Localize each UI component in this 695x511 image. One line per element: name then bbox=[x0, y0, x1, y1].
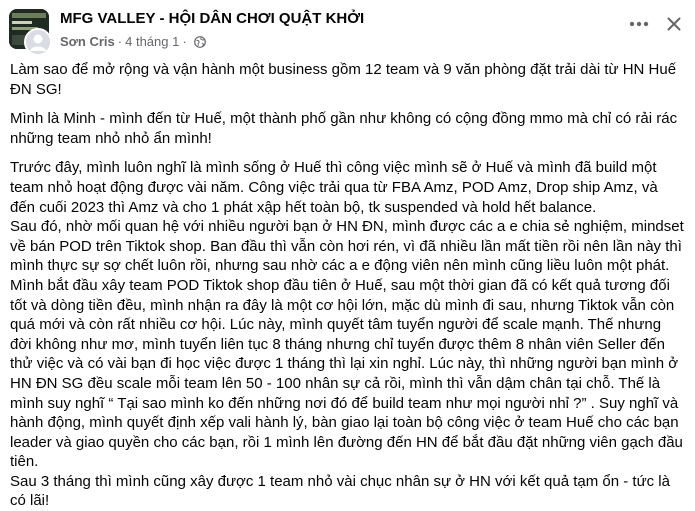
close-icon[interactable] bbox=[662, 12, 686, 36]
meta-separator: · bbox=[182, 34, 187, 49]
post-body bbox=[10, 60, 686, 511]
post-paragraph: Sau đó, nhờ mối quan hệ với nhiều người bạn ở HN ĐN, mình được các a e chia sẻ nghiệm, mindset về bán POD trên Tiktok shop. Ban đầu thì vẫn còn hơi rén, vì đã nhiều lần mất tiền rồi nên lần này thì mình thực sự sợ chết luôn rồi, nhưng sau nhờ các a e động viên nên mình cũng liều luôn một phát. bbox=[10, 218, 684, 275]
post-paragraph: Mình là Minh - mình đến từ Huế, một thành phố gần như không có cộng đồng mmo mà chỉ có rải rác những team nhỏ nhỏ ẩn mình! bbox=[10, 110, 678, 147]
post-paragraph: Sau 3 tháng thì mình cũng xây được 1 team nhỏ vài chục nhân sự ở HN với kết quả tạm ổn - tức là có lãi! bbox=[10, 472, 670, 510]
author-avatar[interactable] bbox=[24, 28, 52, 56]
default-user-icon bbox=[26, 30, 50, 54]
meta-separator: · bbox=[117, 34, 123, 49]
author-name-link[interactable]: Sơn Cris bbox=[60, 34, 115, 49]
post-paragraph: Làm sao để mở rộng và vận hành một business gồm 12 team và 9 văn phòng đặt trải dài từ HN Huế ĐN SG! bbox=[10, 61, 677, 98]
more-options-icon[interactable] bbox=[627, 12, 651, 36]
post-meta bbox=[60, 34, 206, 49]
post-paragraph: Trước đây, mình luôn nghĩ là mình sống ở Huế thì công việc mình sẽ ở Huế và mình đã build một team nhỏ hoạt động được vài năm. Công việc trải qua từ FBA Amz, POD Amz, Drop ship Amz, và đến cuối 2023 thì Amz và cho 1 phát xập hết toàn bộ, tk suspended và hold hết balance. bbox=[10, 159, 658, 216]
post-time-link[interactable]: 4 tháng 1 bbox=[125, 34, 180, 49]
post-paragraph: Mình bắt đầu xây team POD Tiktok shop đầu tiên ở Huế, sau một thời gian đã có kết quả tương đối tốt và dòng tiền đều, mình nhận ra đây là một cơ hội lớn, mặc dù mình đi sau, nhưng Tiktok vẫn còn quá mới và còn rất nhiều cơ hội. Lúc này, mình quyết tâm tuyển người để scale mạnh. Thế nhưng đời không như mơ, mình tuyển liên tục 8 tháng nhưng chỉ tuyển được thêm 8 nhân viên Seller đến thử việc và có vài bạn đi học việc được 1 tháng thì lại xin nghỉ. Lúc này, thì những người bạn mình ở HN ĐN SG đều scale mỗi team lên 50 - 100 nhân sự cả rồi, mình thì vẫn dậm chân tại chỗ. Thế là mình suy nghĩ “ Tại sao mình ko đến những nơi đó để build team như mọi người nhỉ ?” . Suy nghĩ và hành động, mình quyết định xếp vali hành lý, bàn giao lại toàn bộ công việc ở team Huế cho các bạn leader và giao quyền cho các bạn, rồi 1 mình lên đường đến HN để bắt đầu đặt những viên gạch đầu tiên. bbox=[10, 276, 683, 471]
globe-icon bbox=[194, 36, 206, 48]
group-name-link[interactable]: MFG VALLEY - HỘI DÂN CHƠI QUẬT KHỞI bbox=[60, 10, 365, 27]
post-header bbox=[0, 0, 695, 60]
